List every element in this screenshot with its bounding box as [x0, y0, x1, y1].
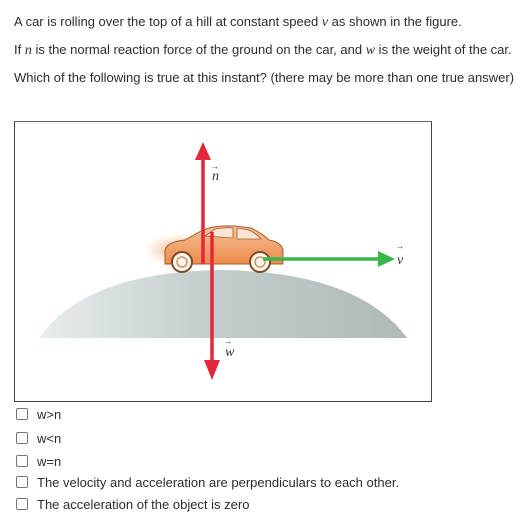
weight-label: w: [225, 345, 235, 360]
option-zero-acceleration[interactable]: [16, 495, 249, 513]
question-text: as shown in the figure.: [328, 14, 462, 29]
checkbox[interactable]: [16, 476, 28, 488]
variable-n: n: [24, 43, 32, 58]
variable-w: w: [365, 43, 376, 58]
variable-v: v: [321, 15, 329, 30]
velocity-arrowhead: [378, 251, 395, 267]
question-line-1: [14, 14, 462, 31]
option-label: w>n: [37, 406, 62, 422]
vector-arrow-mark: →: [224, 337, 232, 346]
checkbox[interactable]: [16, 408, 28, 420]
rear-wheel: [172, 252, 192, 272]
question-text: is the normal reaction force of the ground on the car, and: [31, 42, 366, 57]
car: [165, 226, 283, 272]
vector-arrow-mark: →: [211, 162, 219, 171]
question-text: If: [14, 42, 25, 57]
checkbox[interactable]: [16, 455, 28, 467]
option-w-less-n[interactable]: [16, 429, 61, 447]
checkbox[interactable]: [16, 498, 28, 510]
option-label: The acceleration of the object is zero: [37, 496, 250, 512]
weight-arrowhead: [204, 360, 220, 380]
physics-figure: [14, 121, 432, 402]
option-w-greater-n[interactable]: [16, 405, 61, 423]
option-label: The velocity and acceleration are perpendiculars to each other.: [37, 474, 400, 490]
vector-arrow-mark: →: [396, 242, 404, 251]
question-line-2: [14, 42, 512, 59]
car-on-hill-diagram: [15, 122, 431, 401]
normal-arrowhead: [195, 142, 211, 160]
checkbox[interactable]: [16, 432, 28, 444]
question-line-3: Which of the following is true at this instant? (there may be more than one true answer): [14, 70, 515, 85]
option-label: w<n: [37, 430, 62, 446]
normal-label: n: [212, 169, 219, 184]
question-text: is the weight of the car.: [375, 42, 512, 57]
hill: [39, 270, 407, 338]
option-perpendicular[interactable]: [16, 473, 399, 491]
option-label: w=n: [37, 453, 62, 469]
front-wheel: [250, 252, 270, 272]
velocity-label: v: [397, 253, 404, 268]
question-text: A car is rolling over the top of a hill at constant speed: [14, 14, 322, 29]
option-w-equal-n[interactable]: [16, 452, 61, 470]
